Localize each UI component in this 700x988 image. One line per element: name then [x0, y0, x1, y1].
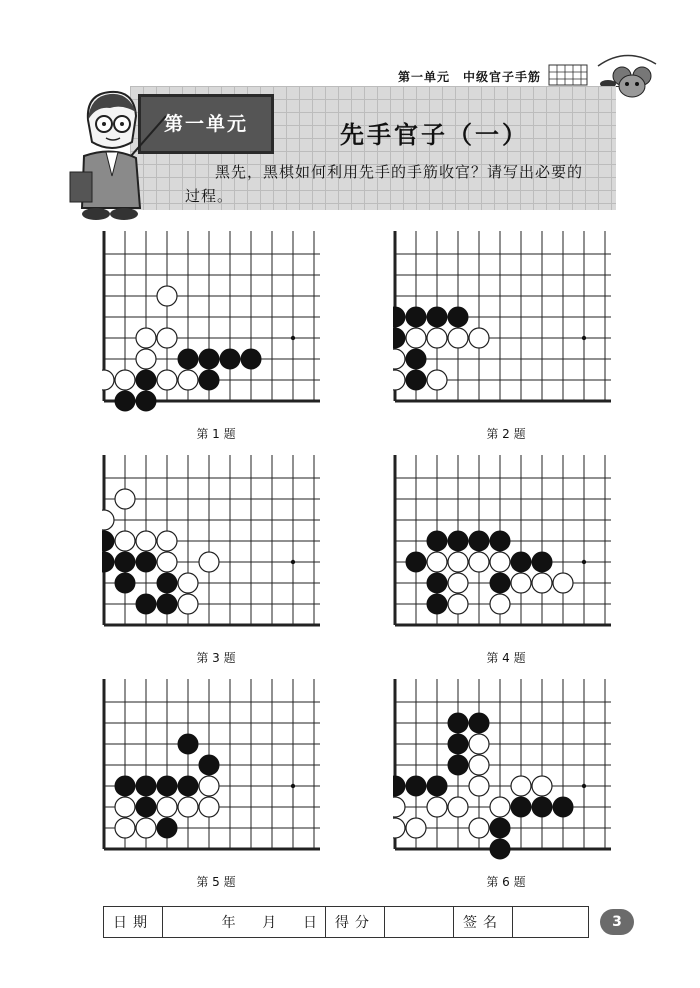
black-stone [532, 797, 552, 817]
white-stone [393, 818, 405, 838]
white-stone [115, 370, 135, 390]
problem-caption-3: 第 3 题 [196, 651, 236, 665]
white-stone [469, 734, 489, 754]
black-stone [406, 552, 426, 572]
black-stone [406, 349, 426, 369]
white-stone [511, 573, 531, 593]
black-stone [469, 531, 489, 551]
black-stone [199, 370, 219, 390]
white-stone [469, 328, 489, 348]
month-label: 月 [262, 915, 277, 931]
star-point [291, 560, 295, 564]
black-stone [427, 573, 447, 593]
white-stone [136, 531, 156, 551]
star-point [582, 336, 586, 340]
black-stone [136, 797, 156, 817]
white-stone [490, 797, 510, 817]
sign-label: 签名 [454, 907, 513, 938]
black-stone [136, 391, 156, 411]
white-stone [448, 552, 468, 572]
white-stone [427, 370, 447, 390]
black-stone [511, 552, 531, 572]
black-stone [178, 776, 198, 796]
black-stone [115, 776, 135, 796]
page-number: 3 [600, 909, 634, 935]
date-field[interactable] [163, 907, 326, 938]
problem-caption-2: 第 2 题 [486, 427, 526, 441]
black-stone [448, 755, 468, 775]
white-stone [511, 776, 531, 796]
go-board-1 [102, 231, 330, 415]
black-stone [136, 552, 156, 572]
problem-caption-5: 第 5 题 [196, 875, 236, 889]
white-stone [427, 328, 447, 348]
score-field[interactable] [385, 907, 454, 938]
black-stone [448, 734, 468, 754]
white-stone [469, 818, 489, 838]
white-stone [115, 489, 135, 509]
black-stone [115, 552, 135, 572]
white-stone [199, 776, 219, 796]
go-board-2 [393, 231, 621, 415]
white-stone [469, 755, 489, 775]
black-stone [511, 797, 531, 817]
white-stone [490, 594, 510, 614]
white-stone [157, 552, 177, 572]
white-stone [406, 818, 426, 838]
white-stone [393, 349, 405, 369]
white-stone [157, 286, 177, 306]
white-stone [115, 818, 135, 838]
black-stone [448, 307, 468, 327]
black-stone [157, 573, 177, 593]
black-stone [490, 839, 510, 859]
white-stone [448, 594, 468, 614]
star-point [291, 336, 295, 340]
black-stone [157, 818, 177, 838]
running-header: 第一单元 中级官子手筋 [398, 70, 542, 84]
mini-board-icon [548, 64, 588, 86]
black-stone [393, 328, 405, 348]
go-board-6 [393, 679, 621, 863]
white-stone [393, 797, 405, 817]
black-stone [427, 776, 447, 796]
star-point [291, 784, 295, 788]
black-stone [136, 370, 156, 390]
black-stone [199, 349, 219, 369]
white-stone [102, 510, 114, 530]
white-stone [178, 797, 198, 817]
unit-label: 第一单元 [163, 113, 248, 135]
white-stone [157, 531, 177, 551]
year-label: 年 [221, 915, 236, 931]
black-stone [406, 776, 426, 796]
star-point [582, 784, 586, 788]
problem-caption-6: 第 6 题 [486, 875, 526, 889]
white-stone [136, 328, 156, 348]
white-stone [532, 573, 552, 593]
white-stone [490, 552, 510, 572]
black-stone [490, 573, 510, 593]
sign-field[interactable] [513, 907, 589, 938]
black-stone [532, 552, 552, 572]
white-stone [199, 797, 219, 817]
white-stone [178, 370, 198, 390]
black-stone [427, 594, 447, 614]
white-stone [427, 797, 447, 817]
black-stone [199, 755, 219, 775]
black-stone [427, 531, 447, 551]
go-board-3 [102, 455, 330, 639]
white-stone [393, 370, 405, 390]
black-stone [406, 370, 426, 390]
record-table [103, 906, 589, 938]
teacher-cartoon-icon [66, 76, 166, 222]
black-stone [241, 349, 261, 369]
white-stone [115, 531, 135, 551]
white-stone [199, 552, 219, 572]
black-stone [136, 594, 156, 614]
black-stone [490, 818, 510, 838]
black-stone [393, 776, 405, 796]
white-stone [469, 552, 489, 572]
white-stone [102, 370, 114, 390]
white-stone [553, 573, 573, 593]
lesson-title: 先手官子（一） [340, 120, 529, 149]
black-stone [157, 776, 177, 796]
white-stone [532, 776, 552, 796]
white-stone [136, 349, 156, 369]
white-stone [178, 594, 198, 614]
white-stone [469, 776, 489, 796]
white-stone [157, 328, 177, 348]
star-point [582, 560, 586, 564]
black-stone [157, 594, 177, 614]
black-stone [220, 349, 240, 369]
black-stone [102, 552, 114, 572]
white-stone [136, 818, 156, 838]
black-stone [393, 307, 405, 327]
black-stone [469, 713, 489, 733]
problem-caption-4: 第 4 题 [486, 651, 526, 665]
black-stone [553, 797, 573, 817]
score-label: 得分 [326, 907, 385, 938]
black-stone [102, 531, 114, 551]
white-stone [157, 797, 177, 817]
go-board-4 [393, 455, 621, 639]
black-stone [490, 531, 510, 551]
black-stone [178, 349, 198, 369]
day-label: 日 [303, 915, 317, 931]
black-stone [115, 573, 135, 593]
black-stone [427, 307, 447, 327]
black-stone [115, 391, 135, 411]
go-board-5 [102, 679, 330, 863]
black-stone [448, 531, 468, 551]
black-stone [406, 307, 426, 327]
problem-prompt: 黑先，黑棋如何利用先手的手筋收官？请写出必要的过程。 [185, 163, 584, 205]
white-stone [115, 797, 135, 817]
white-stone [427, 552, 447, 572]
white-stone [448, 573, 468, 593]
white-stone [448, 328, 468, 348]
white-stone [178, 573, 198, 593]
date-label: 日期 [104, 907, 163, 938]
white-stone [406, 328, 426, 348]
black-stone [136, 776, 156, 796]
white-stone [157, 370, 177, 390]
black-stone [178, 734, 198, 754]
problem-caption-1: 第 1 题 [196, 427, 236, 441]
white-stone [448, 797, 468, 817]
black-stone [448, 713, 468, 733]
